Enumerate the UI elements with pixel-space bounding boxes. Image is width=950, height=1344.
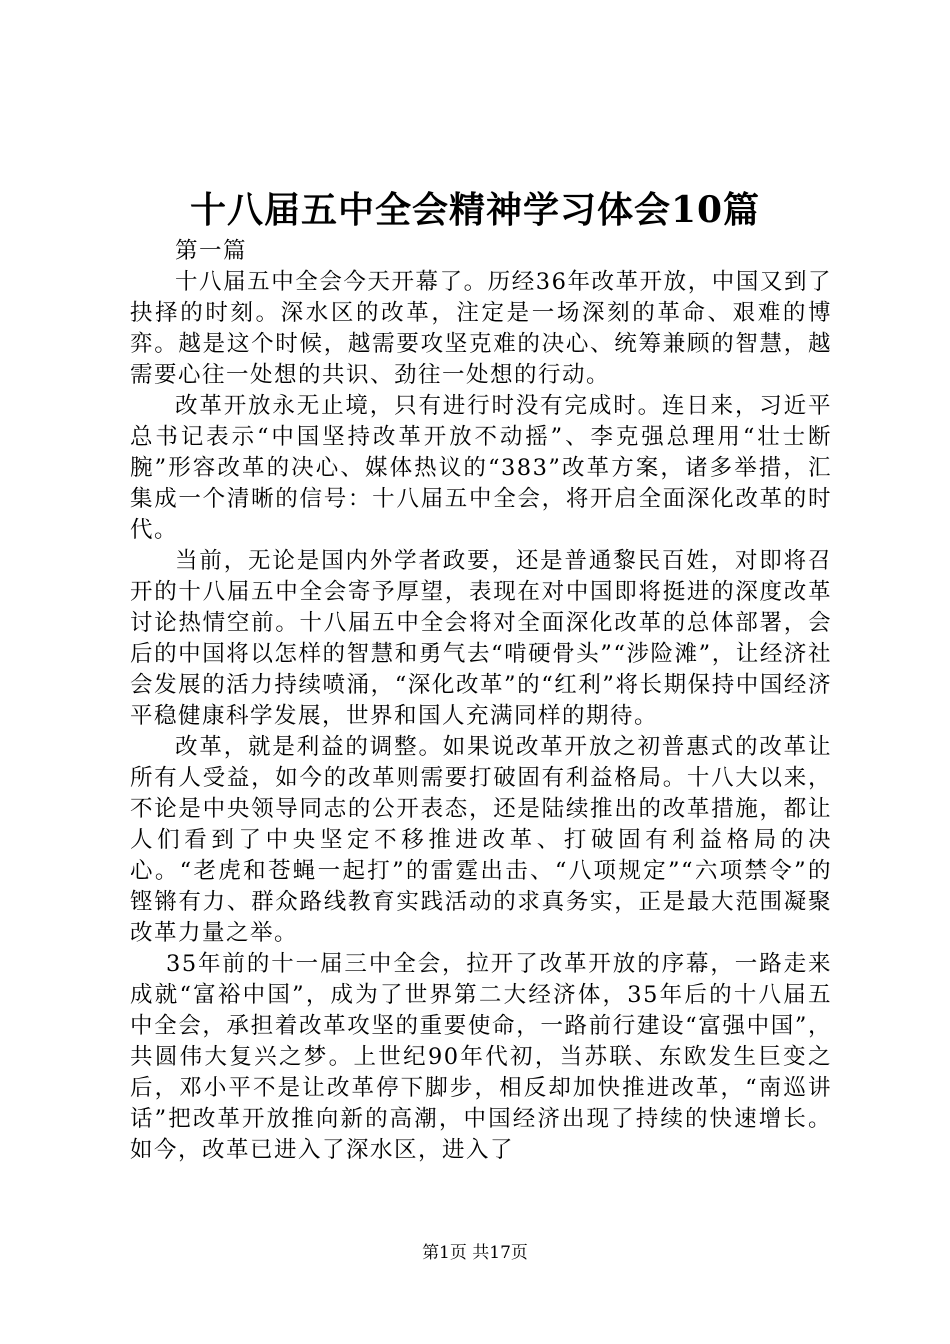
paragraph: 35年前的十一届三中全会，拉开了改革开放的序幕，一路走来成就“富裕中国”，成为了世界第二大经济体，35年后的十八届五中全会，承担着改革攻坚的重要使命，一路前行建设“富强中国”，共圆伟大复兴之梦。上世纪90年代初，当苏联、东欧发生巨变之后，邓小平不是让改革停下脚步，相反却加快推进改革，“南巡讲话”把改革开放推向新的高潮，中国经济出现了持续的快速增长。如今，改革已进入了深水区，进入了 — [130, 951, 832, 1163]
paragraph: 改革开放永无止境，只有进行时没有完成时。连日来，习近平总书记表示“中国坚持改革开放不动摇”、李克强总理用“壮士断腕”形容改革的决心、媒体热议的“383”改革方案，诸多举措，汇集成一个清晰的信号：十八届五中全会，将开启全面深化改革的时代。 — [130, 393, 832, 543]
document-body — [130, 236, 832, 1166]
paragraph: 改革，就是利益的调整。如果说改革开放之初普惠式的改革让所有人受益，如今的改革则需要打破固有利益格局。十八大以来，不论是中央领导同志的公开表态，还是陆续推出的改革措施，都让人们看到了中央坚定不移推进改革、打破固有利益格局的决心。“老虎和苍蝇一起打”的雷霆出击、“八项规定”“六项禁令”的铿锵有力、群众路线教育实践活动的求真务实，正是最大范围凝聚改革力量之举。 — [130, 734, 832, 946]
paragraph: 十八届五中全会今天开幕了。历经36年改革开放，中国又到了抉择的时刻。深水区的改革，注定是一场深刻的革命、艰难的博弈。越是这个时候，越需要攻坚克难的决心、统筹兼顾的智慧，越需要心往一处想的共识、劲往一处想的行动。 — [130, 269, 832, 388]
page-footer: 第1页 共17页 — [422, 1243, 528, 1263]
paragraph: 当前，无论是国内外学者政要，还是普通黎民百姓，对即将召开的十八届五中全会寄予厚望，表现在对中国即将挺进的深度改革讨论热情空前。十八届五中全会将对全面深化改革的总体部署，会后的中国将以怎样的智慧和勇气去“啃硬骨头”“涉险滩”，让经济社会发展的活力持续喷涌，“深化改革”的“红利”将长期保持中国经济平稳健康科学发展，世界和国人充满同样的期待。 — [130, 548, 832, 729]
document-title: 十八届五中全会精神学习体会10篇 — [189, 189, 761, 231]
section-heading: 第一篇 — [175, 238, 248, 264]
